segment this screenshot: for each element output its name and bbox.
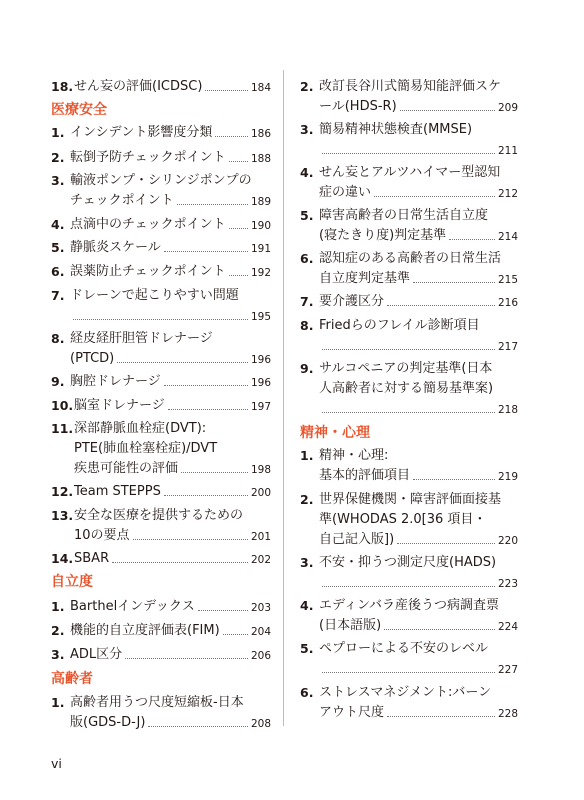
entry-title-line: 世界保健機関・障害評価面接基: [319, 492, 502, 507]
entry-number: [300, 359, 313, 379]
dot-leader: [229, 161, 248, 162]
entry-number-dot: .: [59, 217, 65, 232]
entry-number-value: 14: [51, 551, 69, 566]
entry-number: [300, 120, 313, 140]
entry-number-value: 8: [300, 318, 309, 333]
entry-page-number: 202: [250, 554, 271, 566]
entry-title-line: せん妄の評価(ICDSC): [74, 79, 203, 94]
entry-number-dot: .: [308, 448, 314, 463]
entry-title-line: (日本語版): [319, 618, 382, 633]
toc-entry[interactable]: [300, 163, 518, 203]
entry-number-value: 5: [300, 641, 309, 656]
entry-number: [300, 490, 313, 510]
dot-leader: [133, 539, 248, 540]
toc-entry[interactable]: [300, 596, 518, 636]
entry-page-number: 208: [250, 718, 271, 730]
entry-page-number: 227: [497, 664, 518, 676]
toc-entry[interactable]: [51, 372, 271, 392]
entry-title-line: 10の要点: [74, 528, 130, 543]
entry-number: [300, 683, 313, 703]
entry-title-line: 経皮経肝胆管ドレナージ: [70, 331, 213, 346]
entry-number-value: 1: [51, 125, 60, 140]
entry-number: [51, 419, 73, 439]
toc-entry[interactable]: [300, 120, 518, 160]
entry-number-dot: .: [308, 318, 314, 333]
entry-page-number: 197: [250, 401, 271, 413]
entry-title-line: 輸液ポンプ・シリンジポンプの: [70, 173, 252, 188]
toc-entry[interactable]: [51, 262, 271, 282]
entry-number-value: 2: [51, 623, 60, 638]
entry-title-line: 疾患可能性の評価: [74, 461, 179, 476]
entry-page-number: 217: [497, 341, 518, 353]
entry-page-number: 220: [497, 535, 518, 547]
toc-entry[interactable]: [300, 206, 518, 246]
entry-number-value: 4: [300, 598, 309, 613]
toc-entry[interactable]: [51, 77, 271, 97]
entry-number-dot: .: [308, 361, 314, 376]
toc-entry[interactable]: [300, 683, 518, 723]
entry-number: [51, 215, 64, 235]
entry-number-dot: .: [68, 484, 74, 499]
entry-number-value: 9: [51, 374, 60, 389]
toc-entry[interactable]: [51, 215, 271, 235]
entry-title-line: 準(WHODAS 2.0[36 項目・: [319, 512, 487, 527]
entry-title-line: ADL区分: [70, 647, 123, 662]
toc-entry[interactable]: [51, 482, 271, 502]
entry-number-dot: .: [308, 208, 314, 223]
entry-title-line: 安全な医療を提供するための: [74, 508, 244, 523]
section-heading: 精神・心理: [300, 425, 370, 441]
entry-title-line: 自己記入版]): [319, 532, 395, 547]
entry-title-line: PTE(肺血栓塞栓症)/DVT: [74, 441, 218, 456]
entry-page-number: 204: [250, 626, 271, 638]
entry-number-dot: .: [59, 374, 65, 389]
toc-entry[interactable]: [300, 359, 518, 419]
entry-number-dot: .: [308, 251, 314, 266]
entry-number-value: 3: [300, 122, 309, 137]
toc-entry[interactable]: [51, 148, 271, 168]
toc-entry[interactable]: [300, 292, 518, 312]
dot-leader: [148, 726, 248, 727]
section-heading: 医療安全: [51, 102, 107, 118]
entry-number-value: 6: [51, 264, 60, 279]
entry-number-dot: .: [308, 685, 314, 700]
toc-entry[interactable]: [300, 446, 518, 486]
entry-title-line: ール(HDS-R): [319, 99, 397, 114]
toc-entry[interactable]: [51, 645, 271, 665]
entry-title-line: SBAR: [74, 551, 110, 566]
toc-entry[interactable]: [300, 316, 518, 356]
entry-title-line: 不安・抑うつ測定尺度(HADS): [319, 555, 497, 570]
toc-entry[interactable]: [51, 171, 271, 211]
entry-title-line: 高齢者用うつ尺度短縮板-日本: [70, 695, 244, 710]
dot-leader: [112, 562, 248, 563]
entry-number: [300, 163, 313, 183]
entry-number-dot: .: [59, 599, 65, 614]
entry-number-value: 5: [300, 208, 309, 223]
entry-number-value: 4: [300, 165, 309, 180]
toc-entry[interactable]: [51, 597, 271, 617]
dot-leader: [413, 282, 495, 283]
dot-leader: [322, 349, 495, 350]
entry-page-number: 211: [497, 145, 518, 157]
entry-page-number: 219: [497, 471, 518, 483]
entry-title-line: アウト尺度: [319, 705, 385, 720]
entry-number: [51, 693, 64, 713]
dot-leader: [449, 239, 495, 240]
dot-leader: [387, 305, 495, 306]
entry-page-number: 215: [497, 274, 518, 286]
entry-number: [51, 77, 73, 97]
dot-leader: [215, 136, 248, 137]
entry-page-number: 198: [250, 464, 271, 476]
entry-page-number: 216: [497, 297, 518, 309]
entry-number: [300, 596, 313, 616]
dot-leader: [164, 385, 248, 386]
entry-number-dot: .: [308, 641, 314, 656]
dot-leader: [205, 90, 248, 91]
entry-number: [51, 621, 64, 641]
toc-entry[interactable]: [51, 123, 271, 143]
entry-number-value: 2: [51, 150, 60, 165]
entry-title-line: 脳室ドレナージ: [74, 398, 165, 413]
dot-leader: [168, 409, 248, 410]
entry-number: [51, 597, 64, 617]
toc-entry[interactable]: [51, 329, 271, 369]
entry-title-line: ドレーンで起こりやすい問題: [70, 288, 239, 303]
entry-number: [51, 506, 73, 526]
section-heading: 自立度: [51, 574, 93, 590]
entry-title-line: エディンバラ産後うつ病調査票: [319, 598, 500, 613]
entry-number-dot: .: [68, 398, 74, 413]
toc-entry[interactable]: [300, 553, 518, 593]
entry-page-number: 214: [497, 231, 518, 243]
entry-number: [51, 396, 73, 416]
entry-number-value: 12: [51, 484, 69, 499]
entry-number-value: 7: [300, 294, 309, 309]
entry-page-number: 184: [250, 82, 271, 94]
dot-leader: [322, 153, 495, 154]
entry-number-dot: .: [59, 331, 65, 346]
entry-page-number: 191: [250, 243, 271, 255]
entry-number-value: 18: [51, 79, 69, 94]
entry-page-number: 188: [250, 153, 271, 165]
entry-number-value: 3: [51, 173, 60, 188]
entry-number-dot: .: [308, 165, 314, 180]
entry-number-value: 3: [51, 647, 60, 662]
entry-number-dot: .: [59, 288, 65, 303]
entry-title-line: ペプローによる不安のレベル: [319, 641, 489, 656]
entry-number-dot: .: [308, 555, 314, 570]
entry-title-line: 転倒予防チェックポイント: [70, 150, 226, 165]
entry-page-number: 196: [250, 354, 271, 366]
entry-title-line: Team STEPPS: [74, 484, 161, 499]
entry-number-value: 8: [51, 331, 60, 346]
entry-title-line: 基本的評価項目: [319, 468, 411, 483]
toc-entry[interactable]: [300, 639, 518, 679]
entry-number-value: 1: [300, 448, 309, 463]
entry-title-line: (寝たきり度)判定基準: [319, 228, 447, 243]
toc-entry[interactable]: [51, 238, 271, 258]
entry-number-dot: .: [59, 173, 65, 188]
dot-leader: [177, 204, 248, 205]
entry-title-line: 誤薬防止チェックポイント: [70, 264, 226, 279]
section-heading: 高齢者: [51, 671, 93, 687]
dot-leader: [374, 196, 495, 197]
dot-leader: [229, 275, 248, 276]
entry-number-value: 6: [300, 685, 309, 700]
entry-page-number: 223: [497, 578, 518, 590]
entry-title-line: せん妄とアルツハイマー型認知: [319, 165, 501, 180]
entry-number-value: 9: [300, 361, 309, 376]
entry-number-value: 5: [51, 240, 60, 255]
entry-page-number: 189: [250, 196, 271, 208]
dot-leader: [387, 716, 495, 717]
entry-number: [300, 446, 313, 466]
dot-leader: [73, 319, 248, 320]
entry-page-number: 218: [497, 404, 518, 416]
entry-page-number: 190: [250, 220, 271, 232]
entry-number: [300, 77, 313, 97]
entry-number-value: 13: [51, 508, 69, 523]
entry-title-line: 要介護区分: [319, 294, 385, 309]
entry-number: [300, 639, 313, 659]
entry-title-line: 自立度判定基準: [319, 271, 411, 286]
column-divider: [283, 70, 284, 726]
entry-page-number: 228: [497, 708, 518, 720]
toc-entry[interactable]: [51, 286, 271, 326]
dot-leader: [322, 412, 495, 413]
entry-title-line: 点滴中のチェックポイント: [70, 217, 226, 232]
entry-title-line: 静脈炎スケール: [70, 240, 161, 255]
entry-page-number: 200: [250, 487, 271, 499]
dot-leader: [198, 610, 248, 611]
entry-page-number: 212: [497, 188, 518, 200]
entry-page-number: 196: [250, 377, 271, 389]
entry-number-dot: .: [59, 695, 65, 710]
entry-number-dot: .: [308, 79, 314, 94]
entry-page-number: 224: [497, 621, 518, 633]
entry-title-line: 深部静脈血栓症(DVT):: [74, 421, 207, 436]
entry-number-dot: .: [68, 421, 74, 436]
entry-page-number: 203: [250, 602, 271, 614]
entry-number: [51, 329, 64, 349]
entry-number: [51, 549, 73, 569]
entry-page-number: 192: [250, 267, 271, 279]
dot-leader: [397, 543, 495, 544]
entry-title-line: Barthelインデックス: [70, 599, 195, 614]
entry-title-line: 機能的自立度評価表(FIM): [70, 623, 220, 638]
entry-number-dot: .: [59, 264, 65, 279]
entry-number-dot: .: [308, 598, 314, 613]
entry-title-line: チェックポイント: [70, 193, 174, 208]
entry-number-dot: .: [308, 122, 314, 137]
entry-title-line: 精神・心理:: [319, 448, 389, 463]
dot-leader: [400, 110, 495, 111]
entry-number: [51, 262, 64, 282]
entry-number-dot: .: [308, 492, 314, 507]
entry-number-value: 6: [300, 251, 309, 266]
toc-entry[interactable]: [300, 249, 518, 289]
entry-page-number: 206: [250, 650, 271, 662]
entry-number-dot: .: [59, 647, 65, 662]
entry-title-line: サルコペニアの判定基準(日本: [319, 361, 493, 376]
entry-number: [51, 238, 64, 258]
entry-number: [300, 316, 313, 336]
entry-number: [51, 286, 64, 306]
entry-number-value: 3: [300, 555, 309, 570]
dot-leader: [322, 672, 495, 673]
entry-number: [300, 292, 313, 312]
entry-number: [51, 482, 73, 502]
page-number: vi: [51, 756, 62, 771]
toc-entry[interactable]: [300, 77, 518, 117]
entry-number: [300, 206, 313, 226]
entry-page-number: 201: [250, 531, 271, 543]
entry-title-line: 人高齢者に対する簡易基準案): [319, 381, 494, 396]
toc-entry[interactable]: [51, 549, 271, 569]
entry-number: [51, 148, 64, 168]
entry-number-value: 10: [51, 398, 69, 413]
entry-number-dot: .: [68, 551, 74, 566]
entry-number-value: 1: [51, 599, 60, 614]
entry-number-value: 2: [300, 79, 309, 94]
dot-leader: [125, 658, 248, 659]
entry-number: [300, 249, 313, 269]
entry-number-dot: .: [59, 623, 65, 638]
dot-leader: [181, 472, 248, 473]
toc-entry[interactable]: [51, 693, 271, 733]
dot-leader: [164, 251, 248, 252]
entry-title-line: Friedらのフレイル診断項目: [319, 318, 480, 333]
entry-number: [51, 123, 64, 143]
entry-title-line: ストレスマネジメント:バーン: [319, 685, 492, 700]
entry-number-dot: .: [59, 240, 65, 255]
toc-entry[interactable]: [51, 419, 271, 479]
entry-number: [51, 171, 64, 191]
toc-entry[interactable]: [51, 506, 271, 546]
toc-entry[interactable]: [51, 396, 271, 416]
entry-number-dot: .: [68, 79, 74, 94]
dot-leader: [223, 634, 248, 635]
dot-leader: [117, 362, 248, 363]
dot-leader: [229, 228, 248, 229]
entry-title-line: 版(GDS-D-J): [70, 715, 146, 730]
entry-number-dot: .: [59, 150, 65, 165]
entry-title-line: 障害高齢者の日常生活自立度: [319, 208, 489, 223]
dot-leader: [384, 629, 495, 630]
entry-number: [300, 553, 313, 573]
toc-entry[interactable]: [51, 621, 271, 641]
entry-page-number: 186: [250, 128, 271, 140]
entry-title-line: インシデント影響度分類: [70, 125, 213, 140]
entry-number-value: 1: [51, 695, 60, 710]
entry-number-dot: .: [68, 508, 74, 523]
entry-page-number: 209: [497, 102, 518, 114]
entry-number-dot: .: [59, 125, 65, 140]
entry-title-line: 改訂長谷川式簡易知能評価スケ: [319, 79, 502, 94]
toc-entry[interactable]: [300, 490, 518, 550]
entry-number-value: 11: [51, 421, 69, 436]
entry-title-line: 認知症のある高齢者の日常生活: [319, 251, 502, 266]
entry-page-number: 195: [250, 311, 271, 323]
dot-leader: [164, 495, 248, 496]
entry-number: [51, 645, 64, 665]
dot-leader: [322, 586, 495, 587]
entry-number-value: 7: [51, 288, 60, 303]
entry-title-line: 胸腔ドレナージ: [70, 374, 161, 389]
entry-number-value: 4: [51, 217, 60, 232]
entry-number-value: 2: [300, 492, 309, 507]
entry-number-dot: .: [308, 294, 314, 309]
entry-title-line: (PTCD): [70, 351, 115, 366]
entry-title-line: 簡易精神状態検査(MMSE): [319, 122, 473, 137]
dot-leader: [413, 479, 495, 480]
entry-number: [51, 372, 64, 392]
entry-title-line: 症の違い: [319, 185, 372, 200]
